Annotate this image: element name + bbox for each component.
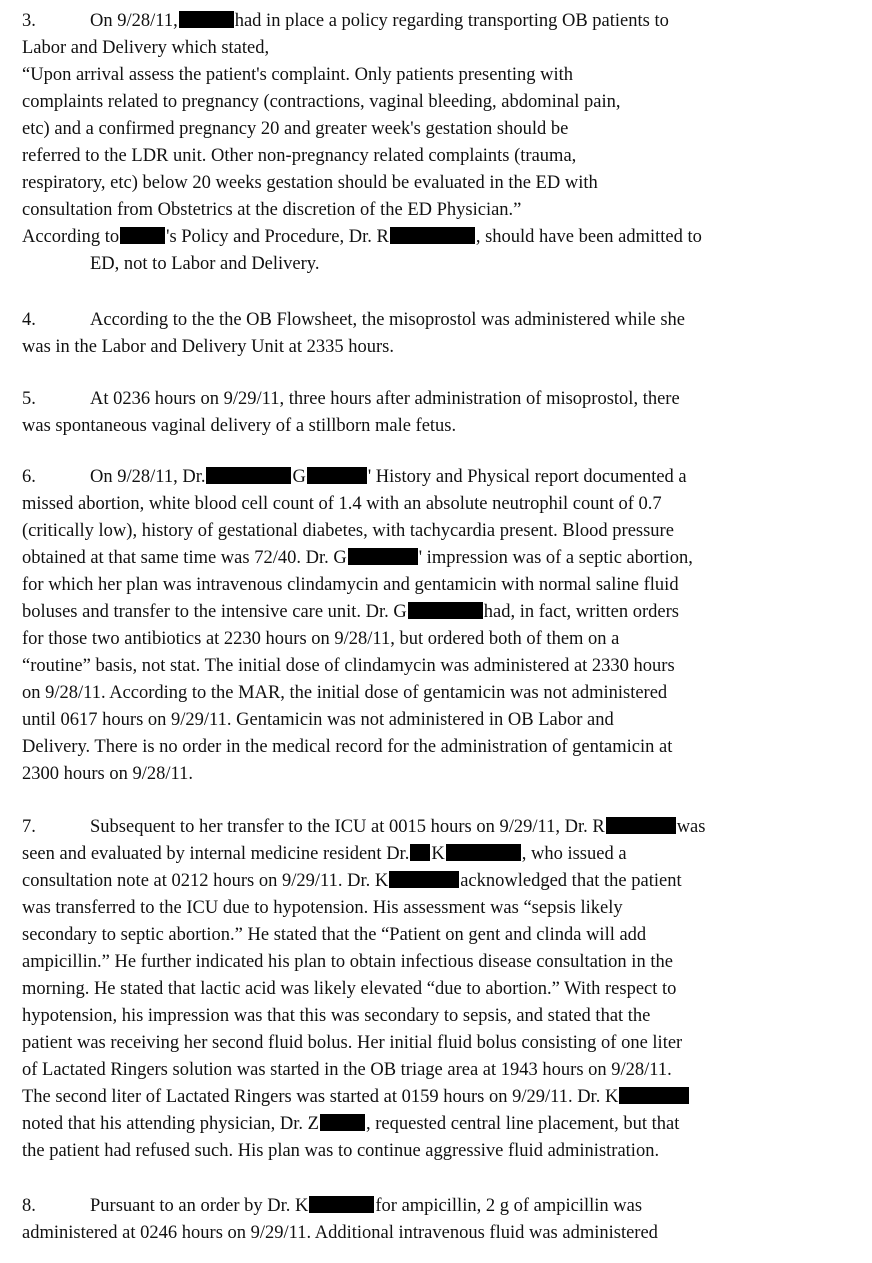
text-line xyxy=(22,334,850,361)
redaction-bar xyxy=(348,548,418,565)
text-line xyxy=(22,251,850,278)
paragraph-number: 6. xyxy=(22,467,36,487)
text-line xyxy=(22,814,850,841)
text-segment: , who issued a xyxy=(521,844,627,864)
text-line xyxy=(22,170,850,197)
paragraph-number: 8. xyxy=(22,1196,36,1216)
text-line xyxy=(22,413,850,440)
redaction-bar xyxy=(446,844,521,861)
text-segment: consultation from Obstetrics at the discretion of the ED Physician.” xyxy=(22,200,522,220)
text-line xyxy=(22,895,850,922)
text-segment: ampicillin.” He further indicated his plan to obtain infectious disease consultation in the xyxy=(22,952,673,972)
text-segment: obtained at that same time was 72/40. Dr. G xyxy=(22,548,347,568)
text-line xyxy=(22,197,850,224)
text-segment: administered at 0246 hours on 9/29/11. Additional intravenous fluid was administered xyxy=(22,1223,658,1243)
paragraph-number: 7. xyxy=(22,817,36,837)
redaction-bar xyxy=(390,227,475,244)
text-line xyxy=(22,8,850,35)
text-segment: boluses and transfer to the intensive care unit. Dr. G xyxy=(22,602,407,622)
text-line xyxy=(22,841,850,868)
paragraph-5 xyxy=(22,386,850,440)
text-line xyxy=(22,599,850,626)
text-segment: of Lactated Ringers solution was started in the OB triage area at 1943 hours on 9/28/11. xyxy=(22,1060,672,1080)
text-line xyxy=(22,307,850,334)
text-line xyxy=(22,35,850,62)
text-segment: According to the the OB Flowsheet, the misoprostol was administered while she xyxy=(90,310,685,330)
text-segment: for ampicillin, 2 g of ampicillin was xyxy=(375,1196,643,1216)
text-line xyxy=(22,680,850,707)
paragraph-8 xyxy=(22,1193,850,1247)
text-line xyxy=(22,572,850,599)
text-segment: Subsequent to her transfer to the ICU at 0015 hours on 9/29/11, Dr. R xyxy=(90,817,605,837)
redaction-bar xyxy=(389,871,459,888)
text-line xyxy=(22,761,850,788)
text-segment: G xyxy=(292,467,306,487)
text-segment: for which her plan was intravenous clindamycin and gentamicin with normal saline fluid xyxy=(22,575,679,595)
paragraph-3 xyxy=(22,8,850,278)
text-segment: (critically low), history of gestational diabetes, with tachycardia present. Blood pressure xyxy=(22,521,674,541)
text-line xyxy=(22,1111,850,1138)
text-segment: missed abortion, white blood cell count of 1.4 with an absolute neutrophil count of 0.7 xyxy=(22,494,662,514)
text-line xyxy=(22,868,850,895)
text-segment: the patient had refused such. His plan was to continue aggressive fluid administration. xyxy=(22,1141,660,1161)
text-segment: ED, not to Labor and Delivery. xyxy=(90,254,320,274)
redaction-bar xyxy=(320,1114,365,1131)
text-segment: noted that his attending physician, Dr. Z xyxy=(22,1114,319,1134)
text-line xyxy=(22,491,850,518)
text-segment: patient was receiving her second fluid bolus. Her initial fluid bolus consisting of one liter xyxy=(22,1033,683,1053)
text-segment: , requested central line placement, but that xyxy=(365,1114,680,1134)
text-line xyxy=(22,116,850,143)
text-line xyxy=(22,1138,850,1165)
text-line xyxy=(22,386,850,413)
text-segment: for those two antibiotics at 2230 hours on 9/28/11, but ordered both of them on a xyxy=(22,629,620,649)
text-segment: “routine” basis, not stat. The initial dose of clindamycin was administered at 2330 hours xyxy=(22,656,675,676)
text-segment: secondary to septic abortion.” He stated that the “Patient on gent and clinda will add xyxy=(22,925,647,945)
text-line xyxy=(22,1193,850,1220)
text-line xyxy=(22,976,850,1003)
text-segment: At 0236 hours on 9/29/11, three hours after administration of misoprostol, there xyxy=(90,389,680,409)
text-line xyxy=(22,734,850,761)
paragraph-number: 5. xyxy=(22,389,36,409)
text-segment: 2300 hours on 9/28/11. xyxy=(22,764,193,784)
text-segment: was spontaneous vaginal delivery of a stillborn male fetus. xyxy=(22,416,457,436)
text-segment: Delivery. There is no order in the medical record for the administration of gentamicin at xyxy=(22,737,673,757)
text-segment: referred to the LDR unit. Other non-pregnancy related complaints (trauma, xyxy=(22,146,577,166)
text-line xyxy=(22,922,850,949)
redaction-bar xyxy=(309,1196,374,1213)
text-line xyxy=(22,1220,850,1247)
text-segment: Pursuant to an order by Dr. K xyxy=(90,1196,309,1216)
redaction-bar xyxy=(606,817,676,834)
paragraph-number: 3. xyxy=(22,11,36,31)
text-segment: was in the Labor and Delivery Unit at 2335 hours. xyxy=(22,337,394,357)
redaction-bar xyxy=(408,602,483,619)
paragraph-number: 4. xyxy=(22,310,36,330)
text-segment: morning. He stated that lactic acid was likely elevated “due to abortion.” With respect to xyxy=(22,979,677,999)
redaction-bar xyxy=(307,467,367,484)
text-segment: , should have been admitted to xyxy=(475,227,702,247)
text-segment: had in place a policy regarding transporting OB patients to xyxy=(234,11,669,31)
text-segment: seen and evaluated by internal medicine resident Dr. xyxy=(22,844,410,864)
text-segment: consultation note at 0212 hours on 9/29/11. Dr. K xyxy=(22,871,389,891)
text-line xyxy=(22,518,850,545)
text-line xyxy=(22,949,850,976)
text-line xyxy=(22,1030,850,1057)
text-segment: on 9/28/11. According to the MAR, the initial dose of gentamicin was not administered xyxy=(22,683,668,703)
text-segment: ' History and Physical report documented a xyxy=(367,467,687,487)
redaction-bar xyxy=(179,11,234,28)
text-segment: hypotension, his impression was that this was secondary to sepsis, and stated that the xyxy=(22,1006,651,1026)
redaction-bar xyxy=(410,844,430,861)
text-segment: complaints related to pregnancy (contractions, vaginal bleeding, abdominal pain, xyxy=(22,92,621,112)
text-segment: The second liter of Lactated Ringers was started at 0159 hours on 9/29/11. Dr. K xyxy=(22,1087,619,1107)
redaction-bar xyxy=(206,467,291,484)
text-segment: According to xyxy=(22,227,120,247)
text-line xyxy=(22,143,850,170)
text-segment: etc) and a confirmed pregnancy 20 and greater week's gestation should be xyxy=(22,119,569,139)
text-segment: “Upon arrival assess the patient's complaint. Only patients presenting with xyxy=(22,65,574,85)
text-line xyxy=(22,1084,850,1111)
text-segment: 's Policy and Procedure, Dr. R xyxy=(166,227,389,247)
paragraph-6 xyxy=(22,464,850,788)
text-line xyxy=(22,1057,850,1084)
text-line xyxy=(22,1003,850,1030)
text-line xyxy=(22,626,850,653)
text-segment: ' impression was of a septic abortion, xyxy=(418,548,693,568)
text-segment: On 9/28/11, xyxy=(90,11,178,31)
text-line xyxy=(22,653,850,680)
text-segment: respiratory, etc) below 20 weeks gestation should be evaluated in the ED with xyxy=(22,173,598,193)
redaction-bar xyxy=(619,1087,689,1104)
redaction-bar xyxy=(120,227,165,244)
text-segment: K xyxy=(431,844,445,864)
text-line xyxy=(22,89,850,116)
text-segment: was xyxy=(676,817,706,837)
paragraph-4 xyxy=(22,307,850,361)
paragraph-7 xyxy=(22,814,850,1165)
text-segment: Labor and Delivery which stated, xyxy=(22,38,270,58)
text-line xyxy=(22,464,850,491)
text-segment: On 9/28/11, Dr. xyxy=(90,467,206,487)
text-segment: had, in fact, written orders xyxy=(483,602,680,622)
text-line xyxy=(22,224,850,251)
text-line xyxy=(22,707,850,734)
text-segment: until 0617 hours on 9/29/11. Gentamicin was not administered in OB Labor and xyxy=(22,710,614,730)
text-segment: was transferred to the ICU due to hypotension. His assessment was “sepsis likely xyxy=(22,898,623,918)
text-line xyxy=(22,545,850,572)
text-segment: acknowledged that the patient xyxy=(460,871,682,891)
text-line xyxy=(22,62,850,89)
